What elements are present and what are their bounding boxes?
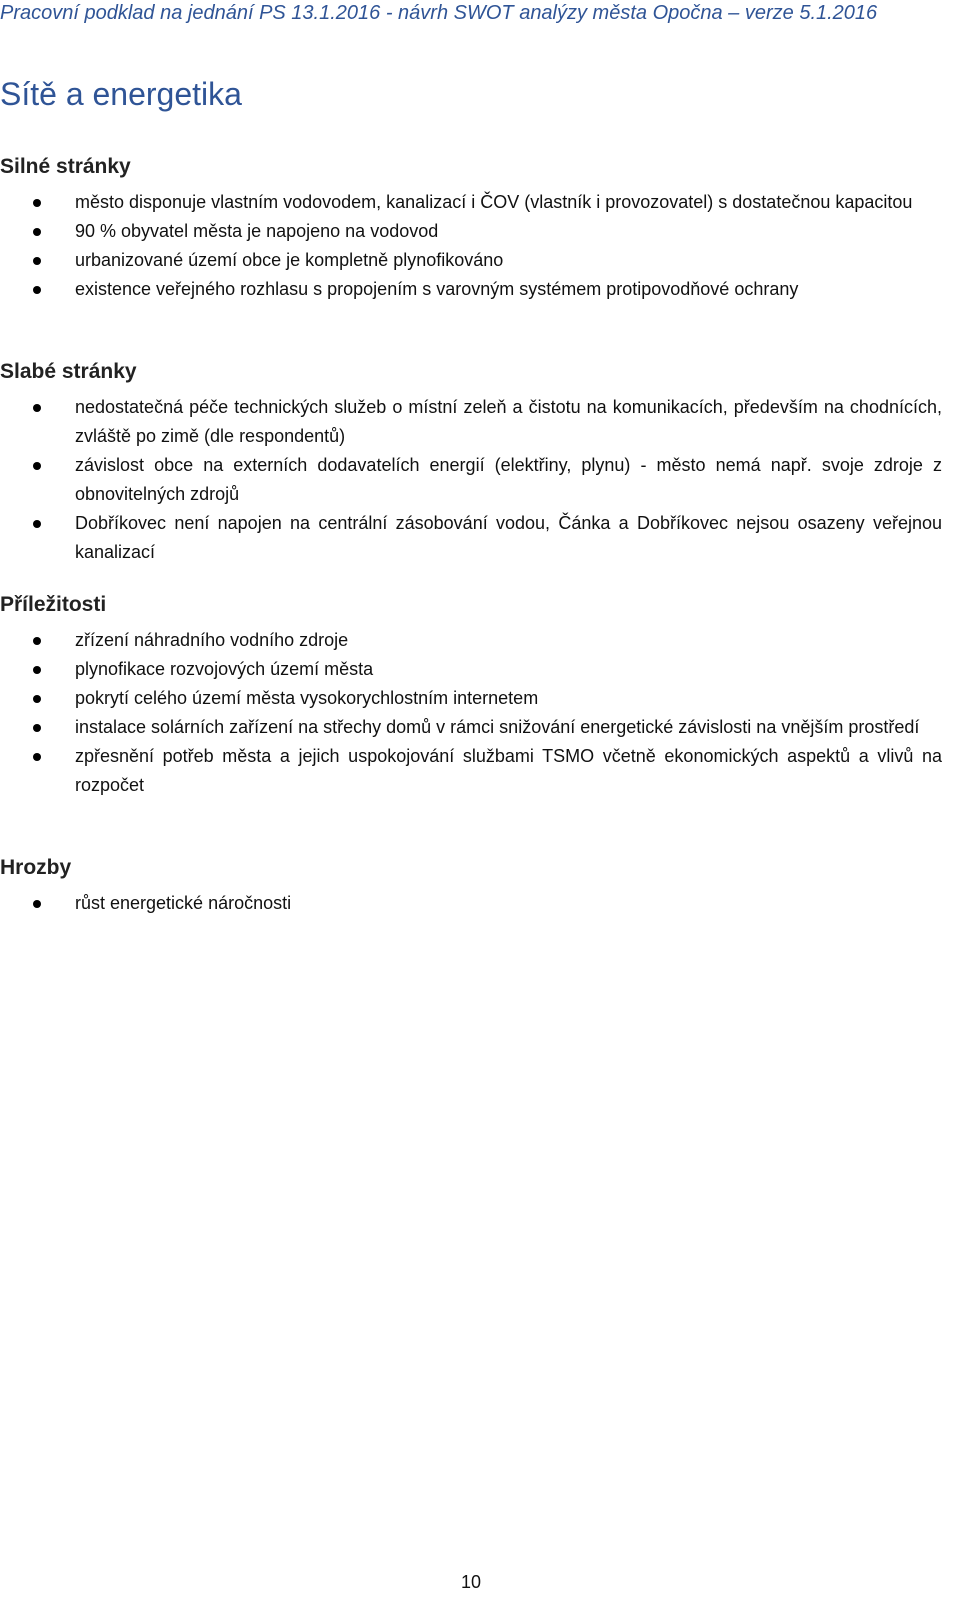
list-item <box>0 655 942 684</box>
list-item-text: nedostatečná péče technických služeb o místní zeleň a čistotu na komunikacích, především na chodnících, zvláště po zimě (dle respondentů) <box>75 397 942 446</box>
section-strengths <box>0 152 942 304</box>
section-heading-weaknesses: Slabé stránky <box>0 360 137 383</box>
list-item-text: instalace solárních zařízení na střechy domů v rámci snižování energetické závislosti na vnějším prostředí <box>75 717 920 737</box>
bullet-icon <box>33 228 41 236</box>
bullet-icon <box>33 257 41 265</box>
list-item <box>0 684 942 713</box>
section-heading-opportunities: Příležitosti <box>0 593 107 616</box>
bullet-icon <box>33 637 41 645</box>
list-item-text: růst energetické náročnosti <box>75 893 292 913</box>
list-item-text: pokrytí celého území města vysokorychlostním internetem <box>75 688 539 708</box>
section-heading-threats: Hrozby <box>0 856 72 879</box>
list-opportunities <box>0 626 942 800</box>
bullet-icon <box>33 900 41 908</box>
page-header: Pracovní podklad na jednání PS 13.1.2016 - návrh SWOT analýzy města Opočna – verze 5.1.2016 <box>0 2 878 24</box>
bullet-icon <box>33 666 41 674</box>
section-weaknesses <box>0 357 942 567</box>
bullet-icon <box>33 695 41 703</box>
list-item-text: město disponuje vlastním vodovodem, kanalizací i ČOV (vlastník i provozovatel) s dostatečnou kapacitou <box>75 192 913 212</box>
section-threats <box>0 853 942 918</box>
list-item <box>0 713 942 742</box>
list-item-text: zřízení náhradního vodního zdroje <box>75 630 349 650</box>
list-item <box>0 393 942 451</box>
section-opportunities <box>0 590 942 800</box>
list-item-text: existence veřejného rozhlasu s propojením s varovným systémem protipovodňové ochrany <box>75 279 799 299</box>
list-threats <box>0 889 942 918</box>
list-weaknesses <box>0 393 942 567</box>
list-item <box>0 742 942 800</box>
page-title: Sítě a energetika <box>0 76 242 112</box>
list-item-text: urbanizované území obce je kompletně plynofikováno <box>75 250 504 270</box>
list-item <box>0 451 942 509</box>
list-item <box>0 246 942 275</box>
page-number: 10 <box>460 1572 482 1592</box>
bullet-icon <box>33 753 41 761</box>
bullet-icon <box>33 462 41 470</box>
list-item <box>0 509 942 567</box>
list-item <box>0 275 942 304</box>
bullet-icon <box>33 404 41 412</box>
bullet-icon <box>33 286 41 294</box>
bullet-icon <box>33 520 41 528</box>
section-heading-strengths: Silné stránky <box>0 155 131 178</box>
list-item <box>0 889 942 918</box>
bullet-icon <box>33 199 41 207</box>
list-item-text: 90 % obyvatel města je napojeno na vodovod <box>75 221 439 241</box>
list-item <box>0 188 942 217</box>
list-strengths <box>0 188 942 304</box>
bullet-icon <box>33 724 41 732</box>
list-item-text: zpřesnění potřeb města a jejich uspokojování službami TSMO včetně ekonomických aspektů a vlivů na rozpočet <box>75 746 942 795</box>
list-item-text: plynofikace rozvojových území města <box>75 659 374 679</box>
list-item <box>0 217 942 246</box>
list-item-text: Dobříkovec není napojen na centrální zásobování vodou, Čánka a Dobříkovec nejsou osazeny veřejnou kanalizací <box>75 513 942 562</box>
list-item <box>0 626 942 655</box>
list-item-text: závislost obce na externích dodavatelích energií (elektřiny, plynu) - město nemá např. svoje zdroje z obnovitelných zdrojů <box>75 455 942 504</box>
